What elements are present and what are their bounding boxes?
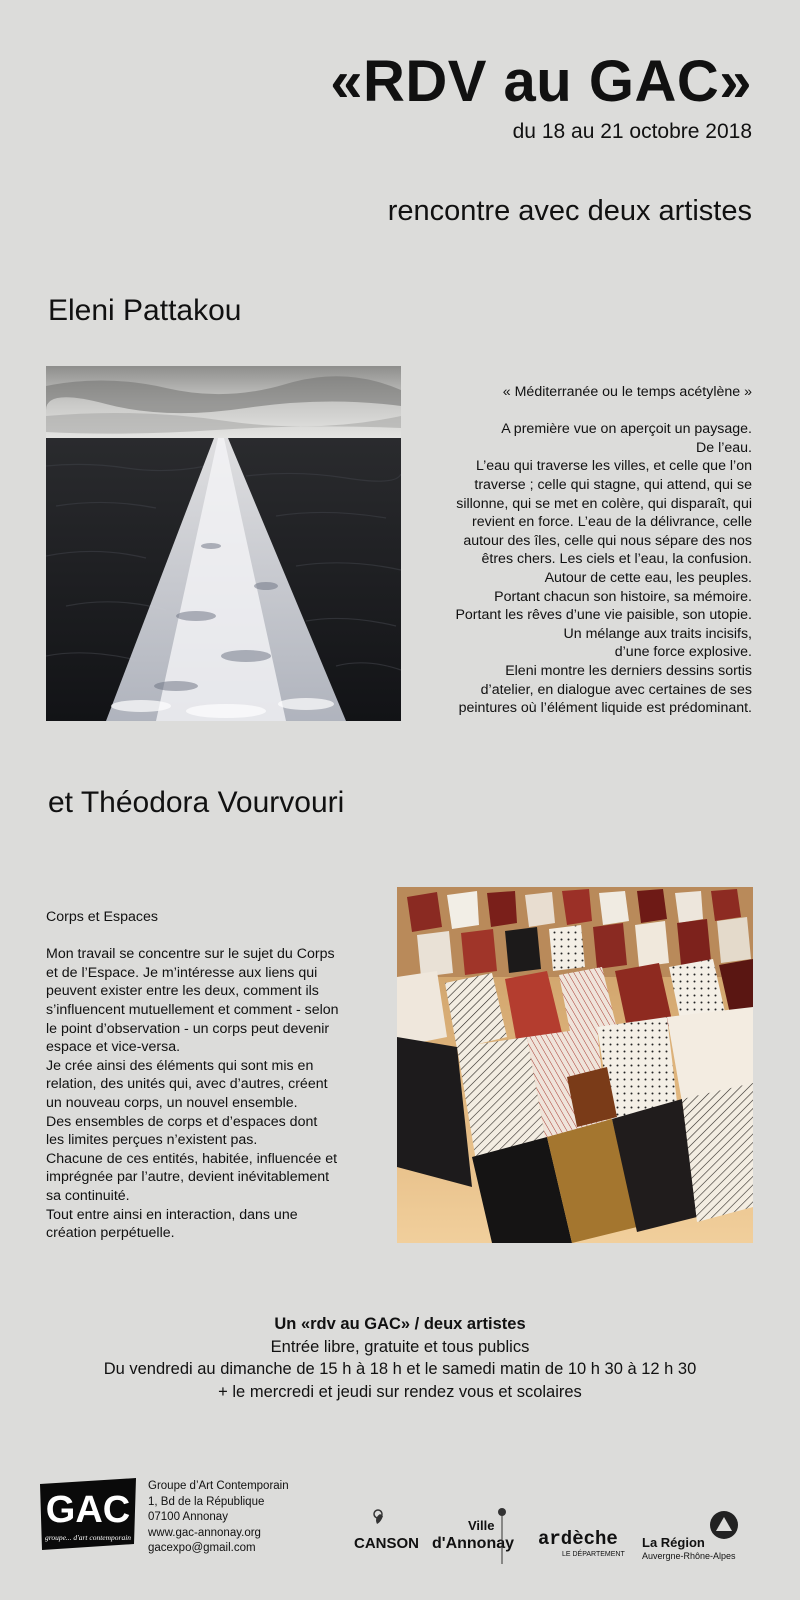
region-logo <box>642 1511 738 1561</box>
page-title: «RDV au GAC» <box>330 49 752 114</box>
ardeche-logo <box>538 1528 625 1558</box>
artist1-text-line: êtres chers. Les ciels et l’eau, la confusion. <box>481 551 752 568</box>
city-address: 07100 Annonay <box>148 1511 228 1524</box>
artist1-text-line: autour des îles, celle qui nous sépare des nos <box>463 532 752 549</box>
annonay-logo <box>432 1508 514 1564</box>
artist1-text-line: L’eau qui traverse les villes, et celle que l’on <box>475 458 752 475</box>
artist1-text-line: A première vue on aperçoit un paysage. <box>501 421 752 438</box>
ardeche-sub-text: LE DÉPARTEMENT <box>562 1551 625 1558</box>
artist2-text-line: le point d’observation - un corps peut devenir <box>46 1020 330 1037</box>
artist1-text-line: revient en force. L’eau de la délivrance, celle <box>472 514 752 531</box>
artist2-text-line: Chacune de ces entités, habitée, influencée et <box>46 1150 338 1167</box>
gac-logo-text: GAC <box>45 1489 131 1531</box>
info-headline: Un «rdv au GAC» / deux artistes <box>274 1315 526 1333</box>
ardeche-text: ardèche <box>538 1528 618 1550</box>
event-dates: du 18 au 21 octobre 2018 <box>512 120 752 143</box>
artist1-description <box>387 383 752 718</box>
info-line-hours: Du vendredi au dimanche de 15 h à 18 h et le samedi matin de 10 h 30 à 12 h 30 <box>103 1360 697 1378</box>
artist2-description <box>46 908 381 1243</box>
artist1-text-line: Portant les rêves d’une vie paisible, son utopie. <box>455 607 752 624</box>
region-sub-text: Auvergne-Rhône-Alpes <box>642 1551 736 1561</box>
event-info <box>0 1313 800 1403</box>
gac-logo-tagline: groupe... d'art contemporain <box>44 1533 132 1542</box>
info-line-entry: Entrée libre, gratuite et tous publics <box>270 1337 530 1356</box>
address-block <box>148 1479 289 1557</box>
website-link[interactable]: www.gac-annonay.org <box>148 1526 261 1539</box>
artist1-work-title: « Méditerranée ou le temps acétylène » <box>502 384 752 400</box>
artwork-corps-et-espaces <box>397 887 753 1243</box>
info-line-extra: + le mercredi et jeudi sur rendez vous et scolaires <box>218 1382 582 1401</box>
artist2-text-line: espace et vice-versa. <box>46 1039 181 1056</box>
canson-text: CANSON <box>354 1535 420 1552</box>
artist1-text-line: d’atelier, en dialogue avec certaines de ses <box>480 681 752 698</box>
sponsor-logos <box>350 1500 756 1570</box>
street-address: 1, Bd de la République <box>148 1495 265 1508</box>
artist-name-eleni: Eleni Pattakou <box>48 294 242 327</box>
artist1-text-line: De l’eau. <box>696 439 752 456</box>
artist1-text-line: Autour de cette eau, les peuples. <box>544 569 752 586</box>
artist2-text-line: Mon travail se concentre sur le sujet du Corps <box>46 946 335 963</box>
painting-mediterranee <box>46 366 401 721</box>
artist2-text-line: relation, des unités qui, avec d’autres, créent <box>46 1076 328 1093</box>
email-link[interactable]: gacexpo@gmail.com <box>148 1542 256 1555</box>
page-subtitle: rencontre avec deux artistes <box>387 195 752 227</box>
gac-logo <box>40 1478 136 1550</box>
artist2-work-title: Corps et Espaces <box>46 909 158 925</box>
canson-logo <box>354 1510 419 1552</box>
artist2-text-line: les limites perçues n’existent pas. <box>46 1132 258 1149</box>
artist2-text-line: imprégnée par l’autre, devient inévitablement <box>46 1169 330 1186</box>
artist1-text-line: traverse ; celle qui stagne, qui attend, qui se <box>474 476 752 493</box>
artist2-text-line: Tout entre ainsi en interaction, dans une <box>46 1206 298 1223</box>
artist2-text-line: Je crée ainsi des éléments qui sont mis en <box>46 1057 314 1074</box>
artist1-text-line: peintures où l’élément liquide est prédominant. <box>458 700 752 717</box>
artist2-text-line: création perpétuelle. <box>46 1225 175 1242</box>
artist2-text-line: s’influencent mutuellement et comment - selon <box>46 1001 339 1018</box>
region-text: La Région <box>642 1535 705 1550</box>
artist1-text-line: Portant chacun son histoire, sa mémoire. <box>494 588 752 605</box>
artist1-text-line: Un mélange aux traits incisifs, <box>563 625 752 642</box>
artist1-text-line: sillonne, qui se met en colère, qui disparaît, qui <box>456 495 752 512</box>
artist1-text-line: Eleni montre les derniers dessins sortis <box>505 662 752 679</box>
org-name: Groupe d’Art Contemporain <box>148 1480 289 1492</box>
artist2-text-line: et de l’Espace. Je m’intéresse aux liens qui <box>46 964 318 981</box>
artist2-text-line: peuvent exister entre les deux, comment ils <box>46 983 319 1000</box>
artist1-text-line: d’une force explosive. <box>614 644 752 661</box>
artist2-text-line: Des ensembles de corps et d’espaces dont <box>46 1113 318 1130</box>
annonay-ville-text: Ville <box>468 1518 495 1533</box>
annonay-name-text: d'Annonay <box>432 1535 515 1552</box>
artist2-text-line: un nouveau corps, un nouvel ensemble. <box>46 1094 298 1111</box>
artist-name-theodora: et Théodora Vourvouri <box>48 786 345 819</box>
artist2-text-line: sa continuité. <box>46 1187 130 1204</box>
